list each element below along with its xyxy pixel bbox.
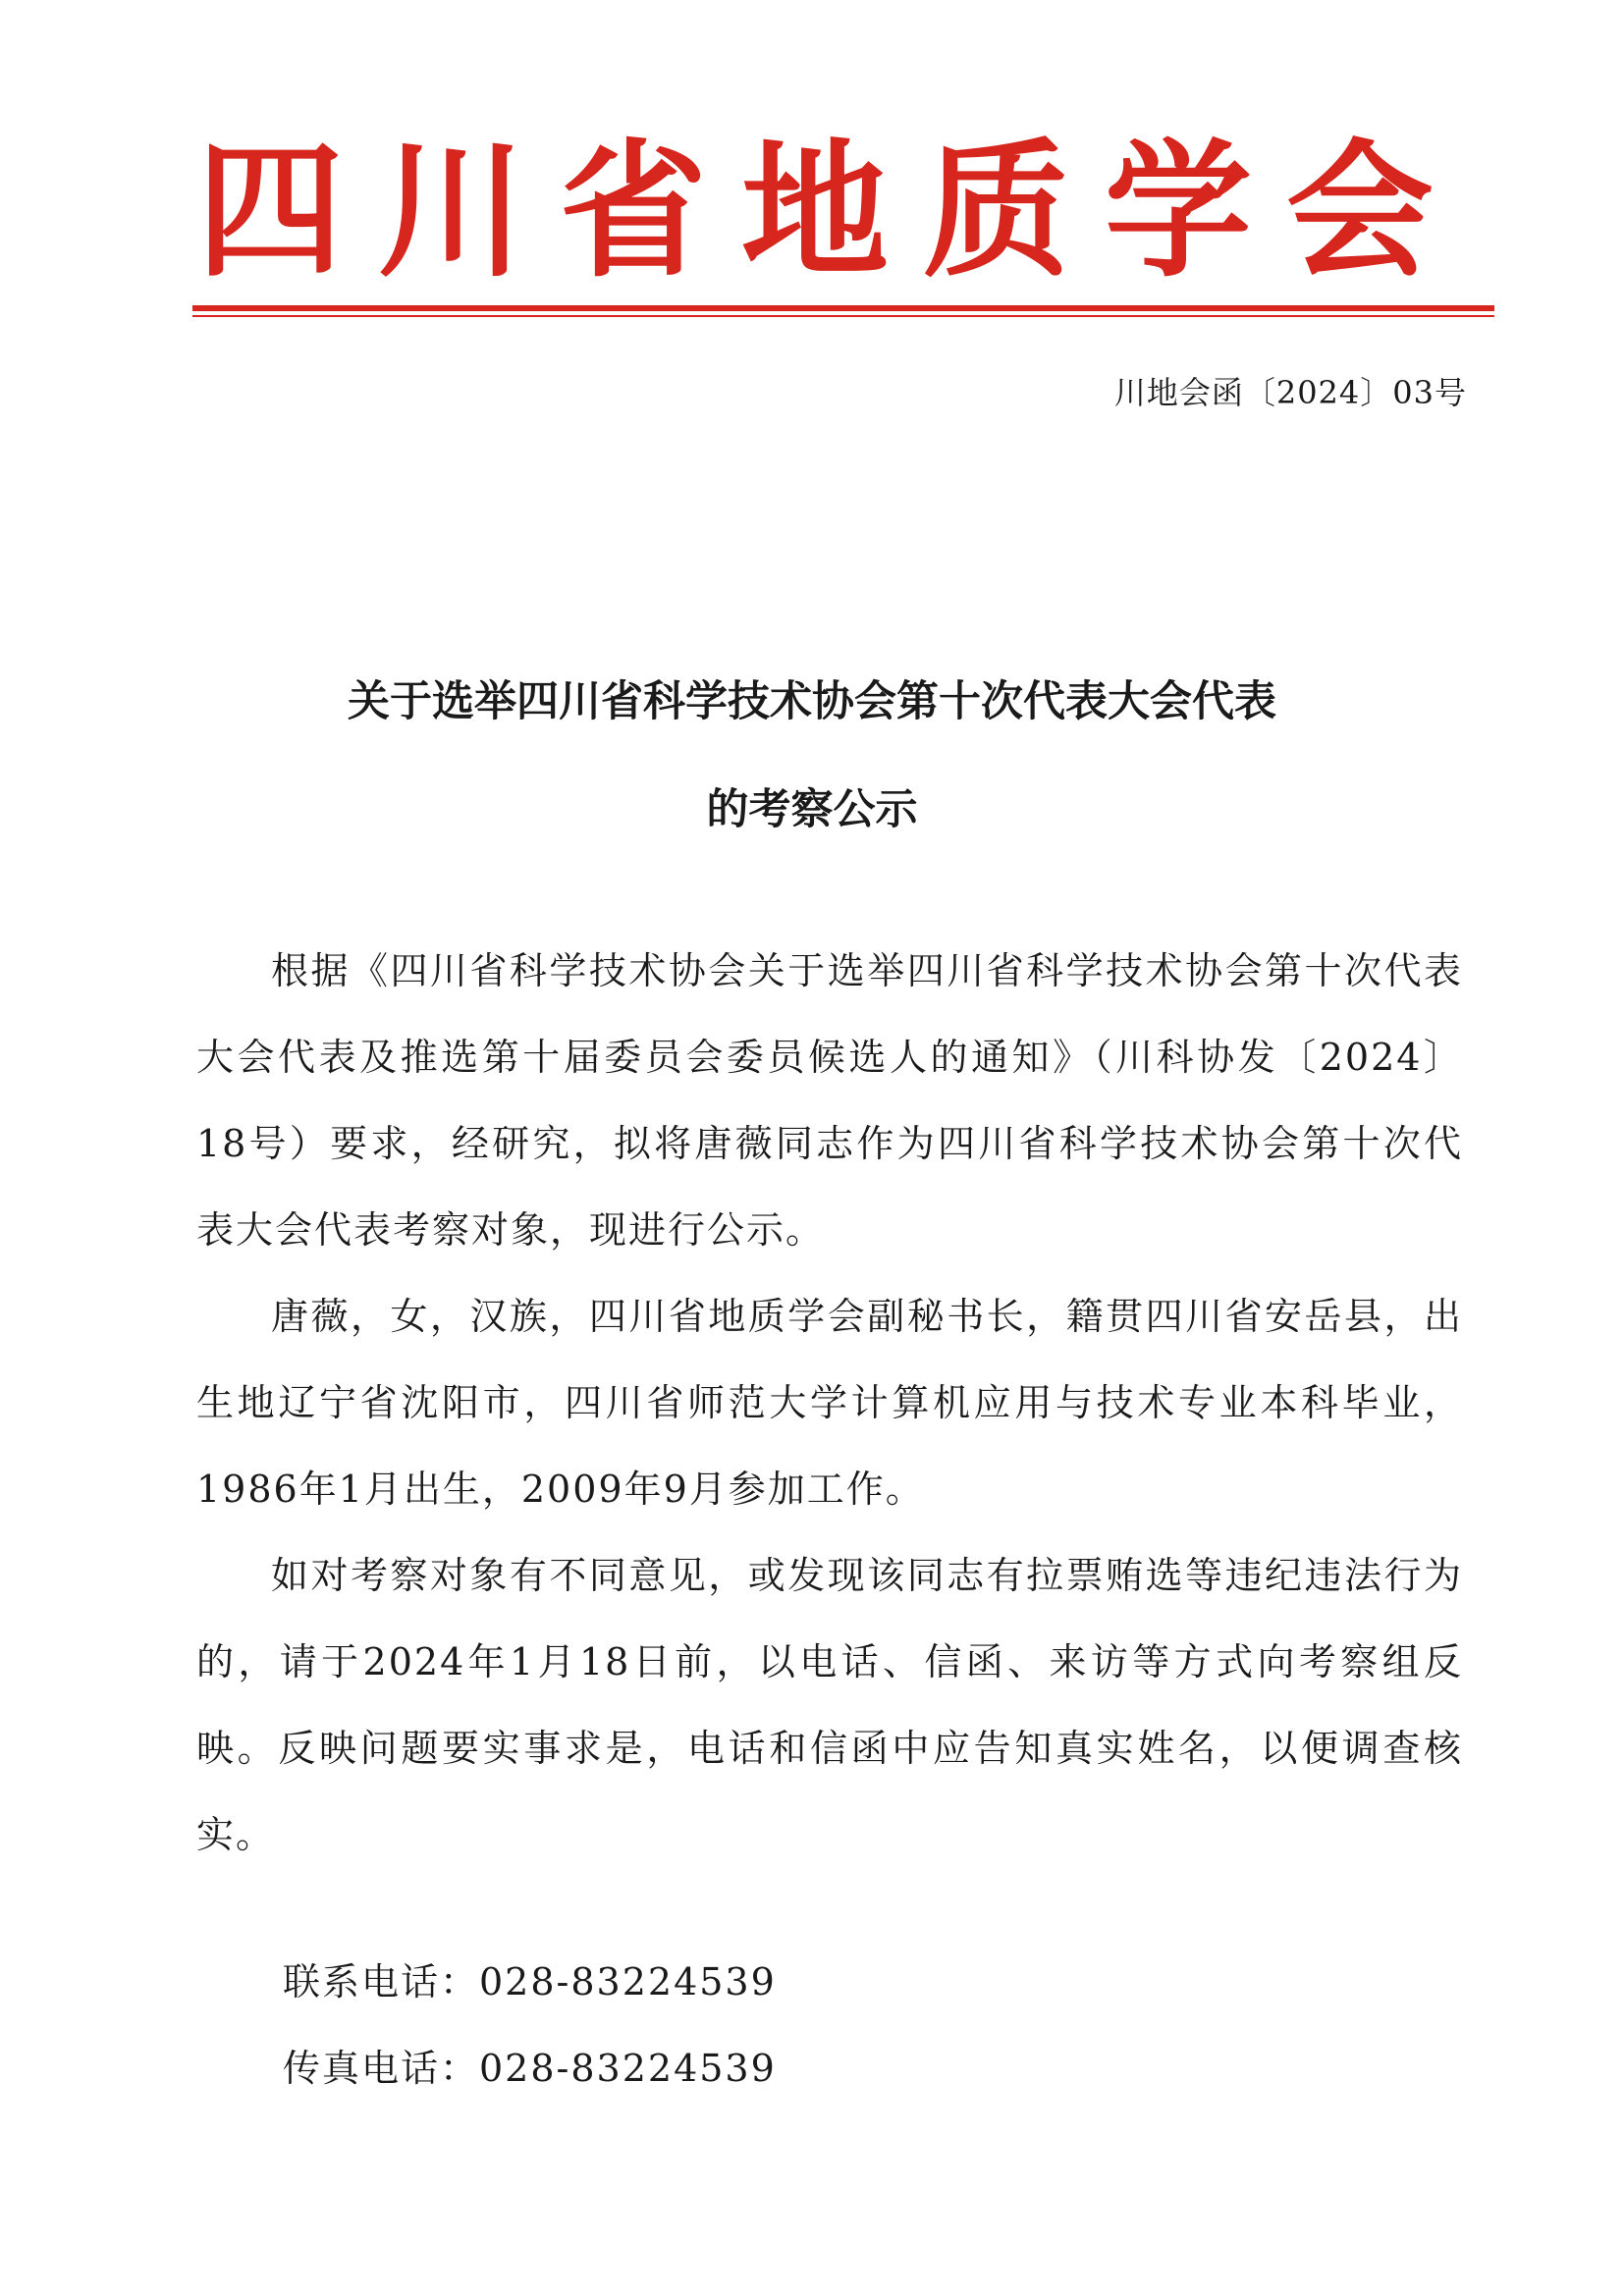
contact-phone: 联系电话：028-83224539 <box>283 1960 777 2003</box>
org-title-char: 四 <box>196 125 345 297</box>
body-paragraph-feedback: 如对考察对象有不同意见，或发现该同志有拉票贿选等违纪违法行为的，请于2024年1月18日前，以电话、信函、来访等方式向考察组反映。反映问题要实事求是，电话和信函中应告知真实姓名，以便调查核实。 <box>196 1554 1463 1856</box>
document-title <box>196 648 1428 864</box>
contact-info <box>283 1939 777 2111</box>
body-paragraph-basis: 根据《四川省科学技术协会关于选举四川省科学技术协会第十次代表大会代表及推选第十届委员会委员候选人的通知》（川科协发〔2024〕18号）要求，经研究，拟将唐薇同志作为四川省科学技术协会第十次代表大会代表考察对象，现进行公示。 <box>196 949 1463 1252</box>
org-title-char: 会 <box>1285 125 1434 297</box>
document-title-line-2: 的考察公示 <box>706 785 918 834</box>
contact-fax: 传真电话：028-83224539 <box>283 2047 777 2090</box>
header-divider-thin <box>192 315 1494 317</box>
document-number: 川地会函〔2024〕03号 <box>1113 374 1467 411</box>
org-title-char: 质 <box>922 125 1070 297</box>
org-title-char: 川 <box>377 125 525 297</box>
document-title-line-1: 关于选举四川省科学技术协会第十次代表大会代表 <box>348 677 1276 726</box>
body-paragraph-candidate-info: 唐薇，女，汉族，四川省地质学会副秘书长，籍贯四川省安岳县，出生地辽宁省沈阳市，四川省师范大学计算机应用与技术专业本科毕业，1986年1月出生，2009年9月参加工作。 <box>196 1295 1463 1511</box>
org-title-char: 地 <box>740 125 889 297</box>
org-title-char: 省 <box>559 125 707 297</box>
organization-title <box>196 125 1434 297</box>
header-divider-thick <box>192 305 1494 311</box>
org-title-char: 学 <box>1104 125 1252 297</box>
document-body <box>196 928 1463 1878</box>
